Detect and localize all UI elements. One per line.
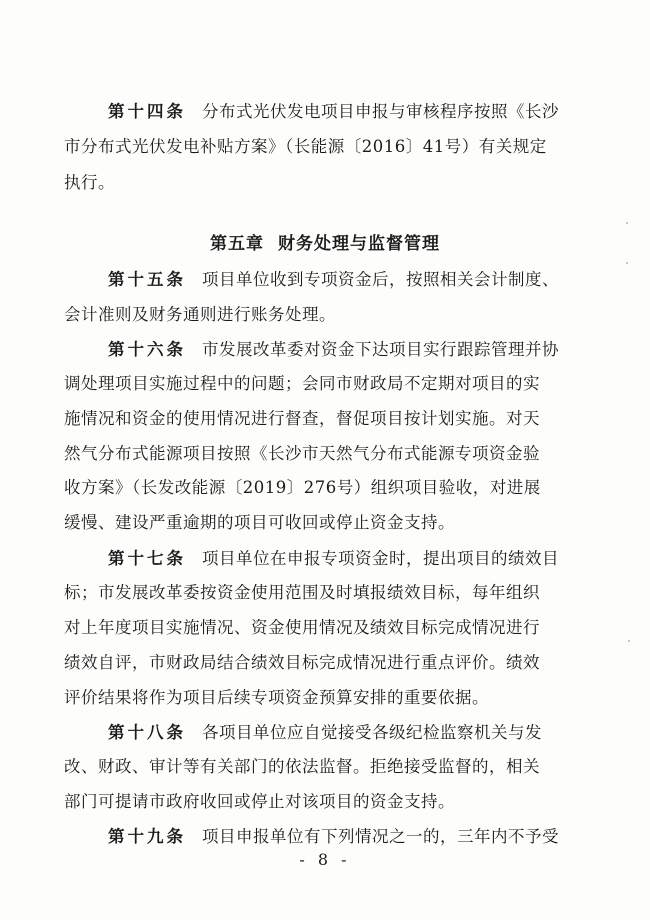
article-text: 对上年度项目实施情况、资金使用情况及绩效目标完成情况进行 [64, 618, 540, 637]
article-text: 施情况和资金的使用情况进行督查，督促项目按计划实施。对天 [64, 409, 540, 428]
text-line [108, 270, 559, 290]
article-text: 绩效自评，市财政局结合绩效目标完成情况进行重点评价。绩效 [64, 653, 540, 672]
article-text: 然气分布式能源项目按照《长沙市天然气分布式能源专项资金验 [64, 444, 540, 463]
article-text: 执行。 [64, 173, 115, 192]
article-text: 各项目单位应自觉接受各级纪检监察机关与发 [202, 723, 542, 742]
article-text: 标；市发展改革委按资金使用范围及时填报绩效目标，每年组织 [64, 583, 540, 602]
text-line [64, 757, 540, 777]
article-heading: 第十四条 [108, 102, 186, 121]
text-line [64, 173, 115, 193]
text-line [108, 723, 542, 743]
chapter-title: 财务处理与监督管理 [278, 234, 440, 254]
text-line [108, 549, 559, 569]
article-text: 项目单位收到专项资金后，按照相关会计制度、 [202, 270, 559, 289]
article-heading: 第十五条 [108, 270, 186, 289]
text-line [64, 444, 540, 464]
text-line [64, 583, 540, 603]
chapter-heading [0, 234, 650, 254]
article-text: 调处理项目实施过程中的问题；会同市财政局不定期对项目的实 [64, 374, 540, 393]
article-text: 改、财政、审计等有关部门的依法监督。拒绝接受监督的，相关 [64, 757, 540, 776]
article-text: 分布式光伏发电项目申报与审核程序按照《长沙 [202, 102, 559, 121]
article-heading: 第十六条 [108, 340, 186, 359]
article-text: 市分布式光伏发电补贴方案》（长能源〔2016〕41号）有关规定 [64, 137, 547, 156]
scan-speck [626, 262, 628, 264]
article-text: 项目单位在申报专项资金时，提出项目的绩效目 [202, 549, 559, 568]
text-line [64, 137, 547, 157]
text-line [64, 305, 336, 325]
article-text: 评价结果将作为项目后续专项资金预算安排的重要依据。 [64, 688, 489, 707]
text-line [64, 513, 455, 533]
text-line [64, 374, 540, 394]
article-heading: 第十七条 [108, 549, 186, 568]
article-text: 会计准则及财务通则进行账务处理。 [64, 305, 336, 324]
text-line [108, 827, 559, 847]
text-line [64, 409, 540, 429]
text-line [64, 792, 455, 812]
article-text: 收方案》（长发改能源〔2019〕276号）组织项目验收，对进展 [64, 478, 541, 497]
chapter-number: 第五章 [210, 234, 264, 254]
scan-speck [628, 640, 630, 642]
text-line [64, 618, 540, 638]
article-text: 项目申报单位有下列情况之一的，三年内不予受 [202, 827, 559, 846]
text-line [64, 688, 489, 708]
article-heading: 第十九条 [108, 827, 186, 846]
text-line [64, 478, 541, 498]
text-line [108, 102, 559, 122]
text-line [64, 653, 540, 673]
article-text: 市发展改革委对资金下达项目实行跟踪管理并协 [202, 340, 559, 359]
page-number: - 8 - [299, 850, 351, 869]
text-line [108, 340, 559, 360]
scan-speck [626, 222, 628, 224]
article-heading: 第十八条 [108, 723, 186, 742]
article-text: 缓慢、建设严重逾期的项目可收回或停止资金支持。 [64, 513, 455, 532]
article-text: 部门可提请市政府收回或停止对该项目的资金支持。 [64, 792, 455, 811]
